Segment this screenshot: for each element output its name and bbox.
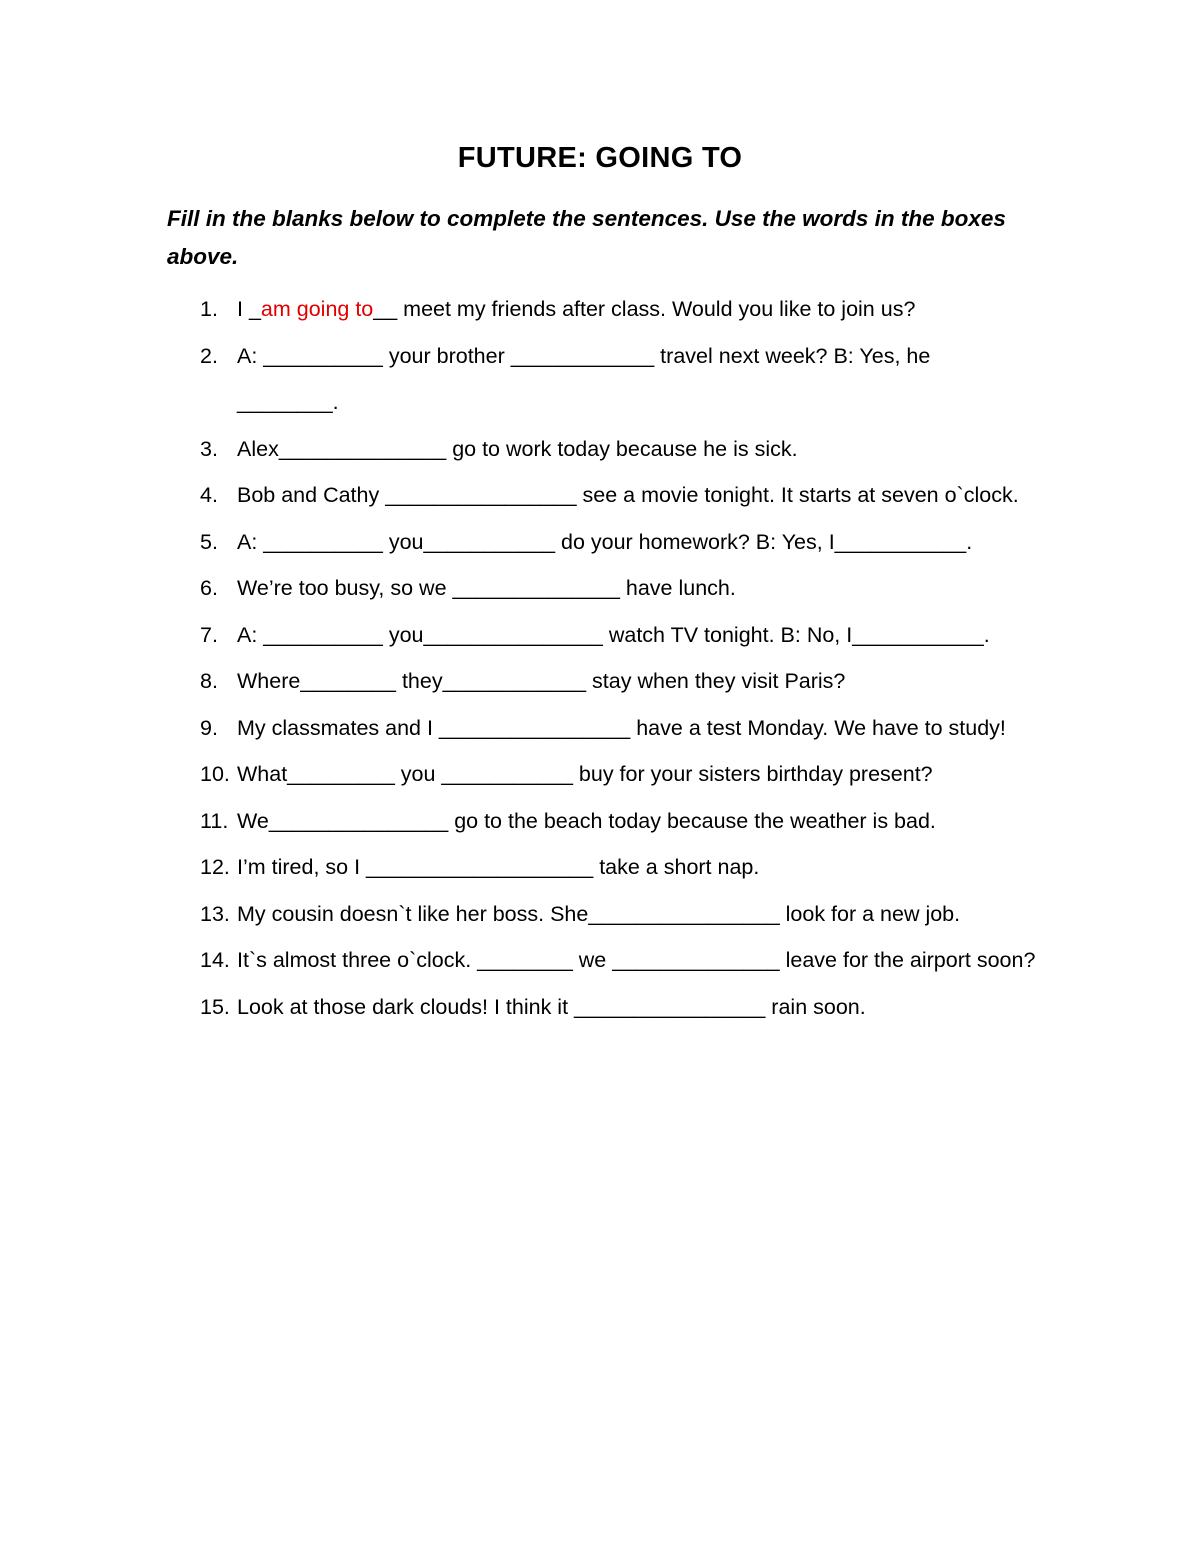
exercise-item (0, 286, 1037, 333)
item-number: 4. (200, 483, 218, 507)
item-text-after: __ meet my friends after class. Would you like to join us? (373, 297, 916, 321)
item-text: A: __________ your brother ____________ travel next week? B: Yes, he ________. (237, 343, 931, 414)
item-text: Look at those dark clouds! I think it ________________ rain soon. (237, 994, 866, 1019)
exercise-item (0, 751, 1037, 798)
instructions: Fill in the blanks below to complete the sentences. Use the words in the boxes above. (167, 206, 1006, 269)
item-text: A: __________ you_______________ watch TV tonight. B: No, I___________. (237, 622, 990, 647)
item-text (237, 297, 915, 321)
item-number: 15. (200, 994, 230, 1019)
item-text: My classmates and I ________________ have a test Monday. We have to study! (237, 715, 1006, 740)
exercise-item (0, 612, 1037, 659)
exercise-item (0, 565, 1037, 612)
item-text: A: __________ you___________ do your homework? B: Yes, I___________. (237, 529, 973, 554)
item-text: Bob and Cathy ________________ see a movie tonight. It starts at seven o`clock. (237, 483, 1019, 507)
item-number: 2. (200, 343, 218, 368)
item-text: We_______________ go to the beach today because the weather is bad. (237, 808, 936, 833)
item-number: 11. (200, 808, 229, 833)
item-number: 9. (200, 715, 218, 740)
item-text-before: I _ (237, 297, 261, 321)
exercise-item (0, 705, 1037, 752)
exercise-item (0, 844, 1037, 891)
item-number: 7. (200, 622, 218, 647)
item-text: Where________ they____________ stay when they visit Paris? (237, 669, 846, 693)
exercise-item (0, 891, 1037, 938)
item-number: 1. (200, 297, 218, 321)
page-title: FUTURE: GOING TO (457, 142, 743, 174)
exercise-item (0, 937, 1037, 984)
item-text: My cousin doesn`t like her boss. She________________ look for a new job. (237, 901, 961, 926)
exercise-item (0, 333, 1037, 426)
example-answer: am going to (260, 297, 374, 321)
item-text: I’m tired, so I ___________________ take a short nap. (237, 855, 760, 879)
exercise-item (0, 984, 1037, 1031)
item-number: 13. (200, 901, 230, 926)
exercise-item (0, 519, 1037, 566)
item-text: It`s almost three o`clock. ________ we ______________ leave for the airport soon? (237, 948, 1036, 972)
item-text: What_________ you ___________ buy for your sisters birthday present? (237, 762, 933, 786)
exercise-item (0, 798, 1037, 845)
item-text: We’re too busy, so we ______________ have lunch. (237, 576, 736, 600)
exercise-item (0, 426, 1037, 473)
item-number: 3. (200, 436, 218, 461)
item-number: 6. (200, 576, 218, 600)
item-text: Alex______________ go to work today because he is sick. (237, 436, 798, 461)
exercise-item (0, 658, 1037, 705)
exercise-list (0, 286, 1037, 1030)
item-number: 14. (200, 948, 230, 972)
item-number: 8. (200, 669, 218, 693)
exercise-item (0, 472, 1037, 519)
item-number: 12. (200, 855, 230, 879)
item-number: 10. (200, 762, 230, 786)
item-number: 5. (200, 529, 218, 554)
